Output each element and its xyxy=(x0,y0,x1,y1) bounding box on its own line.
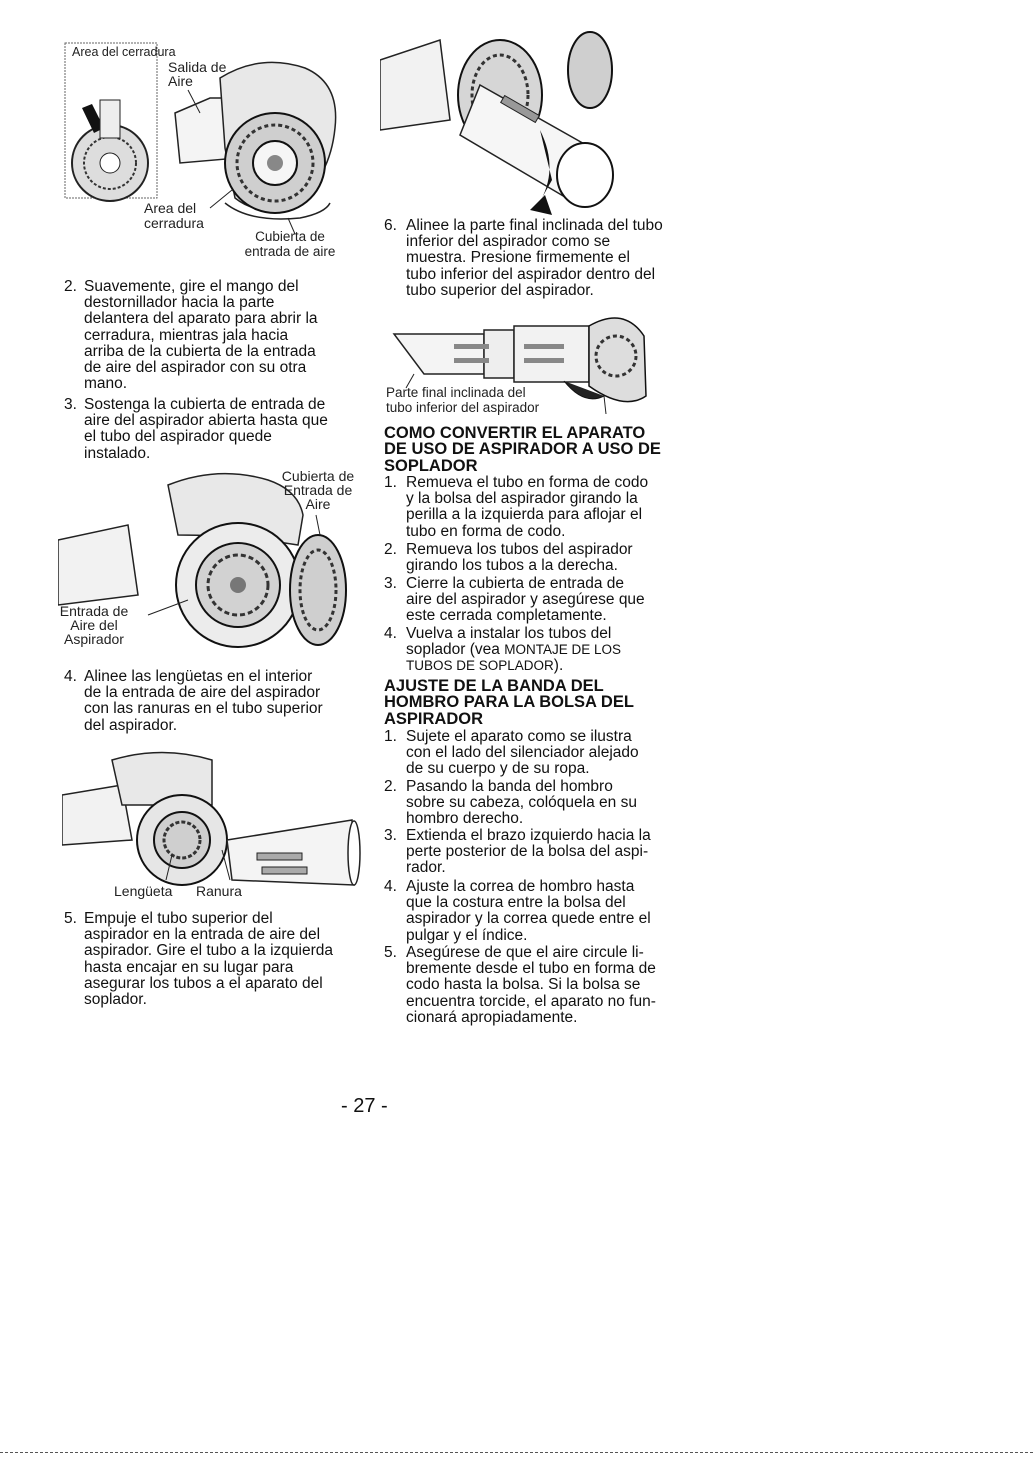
step-4: 4. Alinee las lengüetas en el interior de la entrada de aire del aspirador con las ranuras en el tubo superior del aspirador. xyxy=(64,668,323,734)
section-strap-title: AJUSTE DE LA BANDA DEL HOMBRO PARA LA BOLSA DEL ASPIRADOR xyxy=(384,677,634,728)
convert-step-2: 2. Remueva los tubos del aspirador girando los tubos a la derecha. xyxy=(384,541,633,575)
strap-step-1: 1. Sujete el aparato como se ilustra con el lado del silenciador alejado de su cuerpo y de su ropa. xyxy=(384,728,639,778)
convert-step-4: 4. Vuelva a instalar los tubos del soplador (vea MONTAJE DE LOS TUBOS DE SOPLADOR). xyxy=(384,625,622,675)
inlet-cover-label: Cubierta de Entrada de Aire xyxy=(281,468,355,512)
cover-label: Cubierta de entrada de aire xyxy=(244,229,336,259)
convert-step-3: 3. Cierre la cubierta de entrada de aire del aspirador y asegúrese que este cerrada completamente. xyxy=(384,575,645,625)
step-6: 6. Alinee la parte final inclinada del tubo inferior del aspirador como se muestra. Presione firmemente el tubo inferior del aspirador dentro del tubo superior del aspirador. xyxy=(384,217,663,299)
page-number: - 27 - xyxy=(341,1095,388,1117)
figure-angled-end xyxy=(384,296,664,421)
figure-tube-twist xyxy=(380,30,650,220)
step-3: 3. Sostenga la cubierta de entrada de aire del aspirador abierta hasta que el tubo del aspirador quede instalado. xyxy=(64,396,328,462)
tab-label: Lengüeta xyxy=(114,883,173,899)
angled-end-label: Parte final inclinada del tubo inferior del aspirador xyxy=(386,385,540,415)
figure-latch-area xyxy=(60,38,360,263)
strap-step-5: 5. Asegúrese de que el aire circule li- bremente desde el tubo en forma de codo hasta la bolsa. Si la bolsa se encuentra torcide, el aparato no fun- cionará apropiadamente. xyxy=(384,944,656,1026)
section-convert-title: COMO CONVERTIR EL APARATO DE USO DE ASPIRADOR A USO DE SOPLADOR xyxy=(384,424,661,475)
outlet-label: Salida de Aire xyxy=(168,59,227,89)
figure-tab-slot xyxy=(62,745,362,905)
tube-twist-illustration xyxy=(380,30,650,220)
latch-label: Area del cerradura xyxy=(144,200,204,231)
page-bottom-rule xyxy=(0,1452,1033,1453)
step-5: 5. Empuje el tubo superior del aspirador en la entrada de aire del aspirador. Gire el tubo a la izquierda hasta encajar en su lugar para asegurar los tubos a el aparato del soplador. xyxy=(64,910,334,1009)
strap-step-3: 3. Extienda el brazo izquierdo hacia la perte posterior de la bolsa del aspi- rador. xyxy=(384,827,651,877)
strap-step-2: 2. Pasando la banda del hombro sobre su cabeza, colóquela en su hombro derecho. xyxy=(384,778,637,828)
slot-label: Ranura xyxy=(196,883,242,899)
inset-label: Area del cerradura xyxy=(72,45,176,59)
convert-step-1: 1. Remueva el tubo en forma de codo y la bolsa del aspirador girando la perilla a la izquierda para aflojar el tubo en forma de codo. xyxy=(384,474,649,540)
strap-step-4: 4. Ajuste la correa de hombro hasta que la costura entre la bolsa del aspirador y la correa quede entre el pulgar y el índice. xyxy=(384,878,651,944)
figure-inlet-cover-open xyxy=(58,465,358,660)
step-2: 2. Suavemente, gire el mango del destornillador hacia la parte delantera del aparato para abrir la cerradura, mientras jala hacia arriba de la cubierta de la entrada de aire del aspirador con su otra mano. xyxy=(64,278,318,393)
vacuum-inlet-label: Entrada de Aire del Aspirador xyxy=(59,603,129,647)
tube-alignment-illustration xyxy=(62,745,362,905)
